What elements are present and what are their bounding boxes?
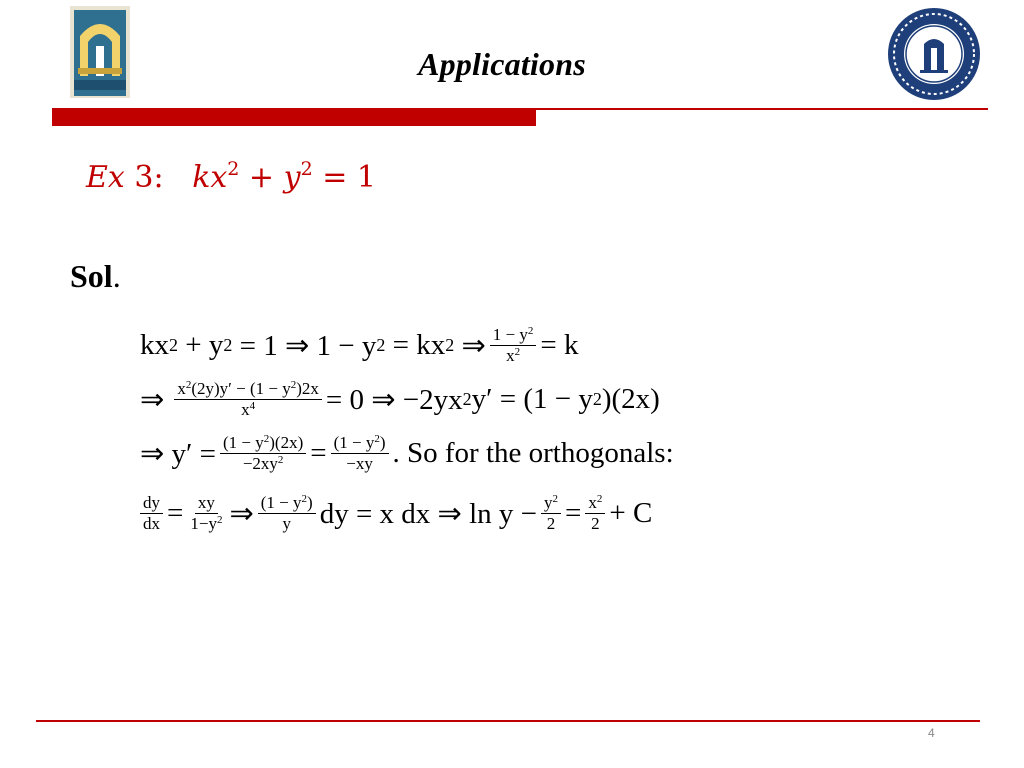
fraction: $\frac{1 - y^2}{x^2}$: [490, 326, 537, 365]
page-number: 4: [928, 726, 935, 740]
solution-line-2: ⇒ $\frac{x^2(2y)y' - (1 - y^2)2x}{x^4}$ = 0 ⇒ −2yx 2 y′ = (1 − y 2 )(2x): [140, 379, 660, 419]
fraction: $\frac{y^2}{2}$: [541, 494, 561, 533]
fraction: $\frac{x^2}{2}$: [585, 494, 605, 533]
fraction: $\frac{(1 - y^2)}{-xy}$: [331, 434, 389, 473]
solution-line-4: $\frac{dy}{dx}$ = $\frac{xy}{1-y^2}$ ⇒ $\frac{(1 - y^2)}{y}$ dy = x dx ⇒ ln y − $\frac{y^2}{2}$ = $\frac{x^2}{2}$ + C: [140, 494, 652, 533]
solution-line-3: ⇒ y′ = $\frac{(1 - y^2)(2x)}{-2xy^2}$ = $\frac{(1 - y^2)}{-xy}$ . So for the orthogonals:: [140, 433, 674, 473]
college-of-engineering-seal: [886, 6, 982, 102]
fraction: $\frac{dy}{dx}$: [140, 494, 163, 533]
solution-line-1: kx 2 + y 2 = 1 ⇒ 1 − y 2 = kx 2 ⇒ $\frac{1 - y^2}{x^2}$ = k: [140, 325, 579, 365]
fraction: $\frac{xy}{1-y^2}$: [190, 493, 223, 533]
solution-label: Sol.: [70, 258, 121, 294]
header-accent-bar: [52, 110, 536, 126]
fraction: $\frac{(1 - y^2)}{y}$: [258, 494, 316, 533]
footer-divider: [36, 720, 980, 722]
slide-title: Applications: [418, 46, 586, 82]
fraction: $\frac{x^2(2y)y' - (1 - y^2)2x}{x^4}$: [174, 380, 322, 419]
fraction: $\frac{(1 - y^2)(2x)}{-2xy^2}$: [220, 434, 306, 473]
example-heading: Ex 3: $kx^2 + y^2 = 1$: [86, 158, 376, 195]
